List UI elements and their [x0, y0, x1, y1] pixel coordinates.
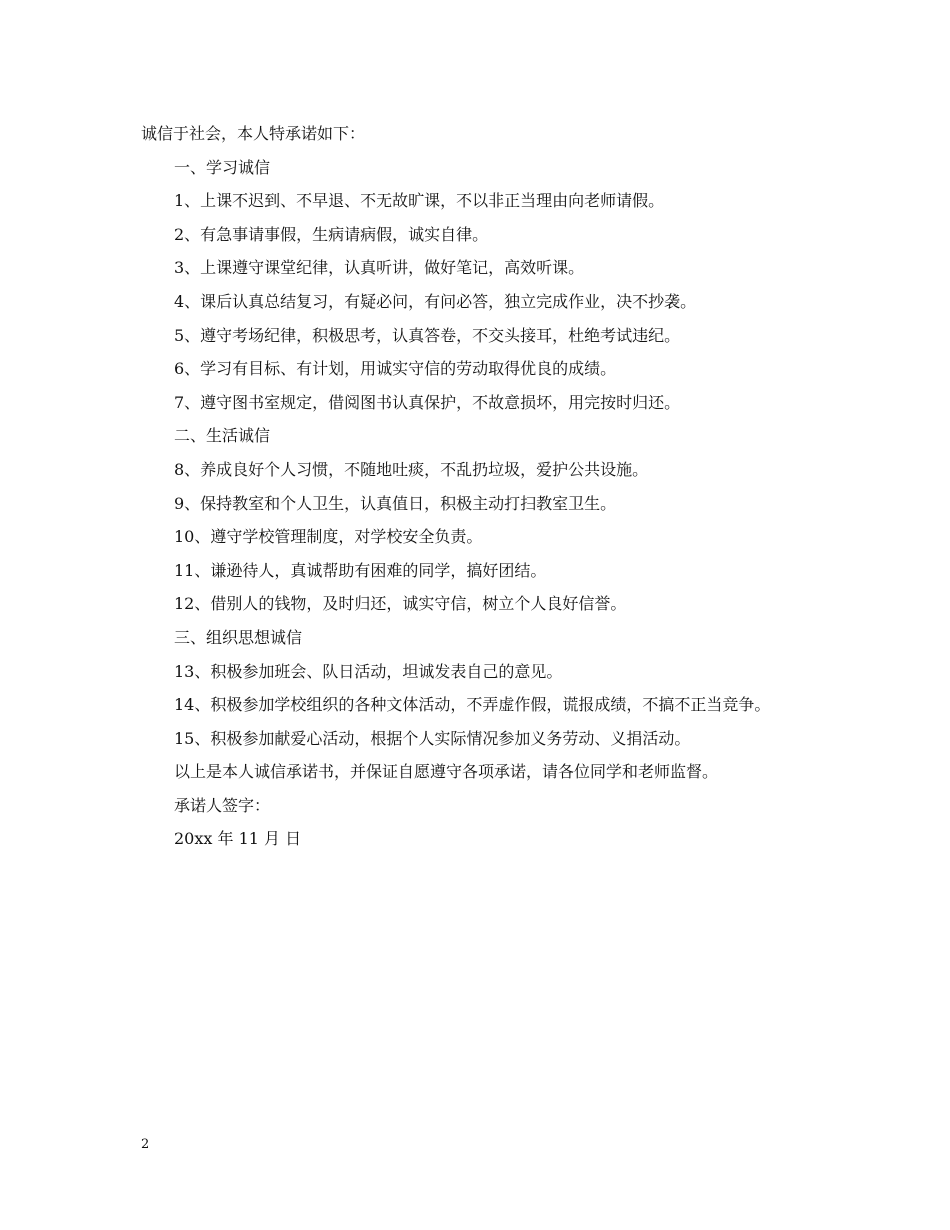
list-item: 7、遵守图书室规定，借阅图书认真保护，不故意损坏，用完按时归还。: [174, 392, 681, 412]
opening-line: 诚信于社会，本人特承诺如下：: [141, 124, 366, 143]
list-item: 12、借别人的钱物，及时归还，诚实守信，树立个人良好信誉。: [174, 594, 627, 614]
section-heading-life: 二、生活诚信: [174, 426, 271, 446]
section-heading-study: 一、学习诚信: [174, 157, 271, 177]
list-item-wrapped: 14、积极参加学校组织的各种文体活动，不弄虚作假，谎报成绩，不搞不正当竞争。: [174, 695, 771, 715]
list-item: 3、上课遵守课堂纪律，认真听讲，做好笔记，高效听课。: [174, 258, 585, 278]
list-item: 10、遵守学校管理制度，对学校安全负责。: [174, 527, 483, 547]
list-item: 11、谦逊待人，真诚帮助有困难的同学，搞好团结。: [174, 560, 547, 580]
list-item: 1、上课不迟到、不早退、不无故旷课，不以非正当理由向老师请假。: [174, 191, 665, 211]
document-body: [141, 117, 821, 856]
section-heading-organization: 三、组织思想诚信: [174, 627, 303, 647]
signature-label: 承诺人签字：: [174, 795, 271, 815]
list-item: 13、积极参加班会、队日活动，坦诚发表自己的意见。: [174, 661, 563, 681]
closing-statement: 以上是本人诚信承诺书，并保证自愿遵守各项承诺，请各位同学和老师监督。: [174, 762, 719, 782]
list-item: 4、课后认真总结复习，有疑必问，有问必答，独立完成作业，决不抄袭。: [174, 291, 697, 311]
list-item: 2、有急事请事假，生病请病假，诚实自律。: [174, 224, 489, 244]
page-number: 2: [141, 1137, 150, 1152]
list-item: 9、保持教室和个人卫生，认真值日，积极主动打扫教室卫生。: [174, 493, 617, 513]
date-line: 20xx 年 11 月 日: [174, 829, 302, 849]
list-item: 8、养成良好个人习惯，不随地吐痰，不乱扔垃圾，爱护公共设施。: [174, 459, 649, 479]
list-item: 5、遵守考场纪律，积极思考，认真答卷，不交头接耳，杜绝考试违纪。: [174, 325, 681, 345]
list-item: 15、积极参加献爱心活动，根据个人实际情况参加义务劳动、义捐活动。: [174, 728, 691, 748]
list-item: 6、学习有目标、有计划，用诚实守信的劳动取得优良的成绩。: [174, 359, 617, 379]
